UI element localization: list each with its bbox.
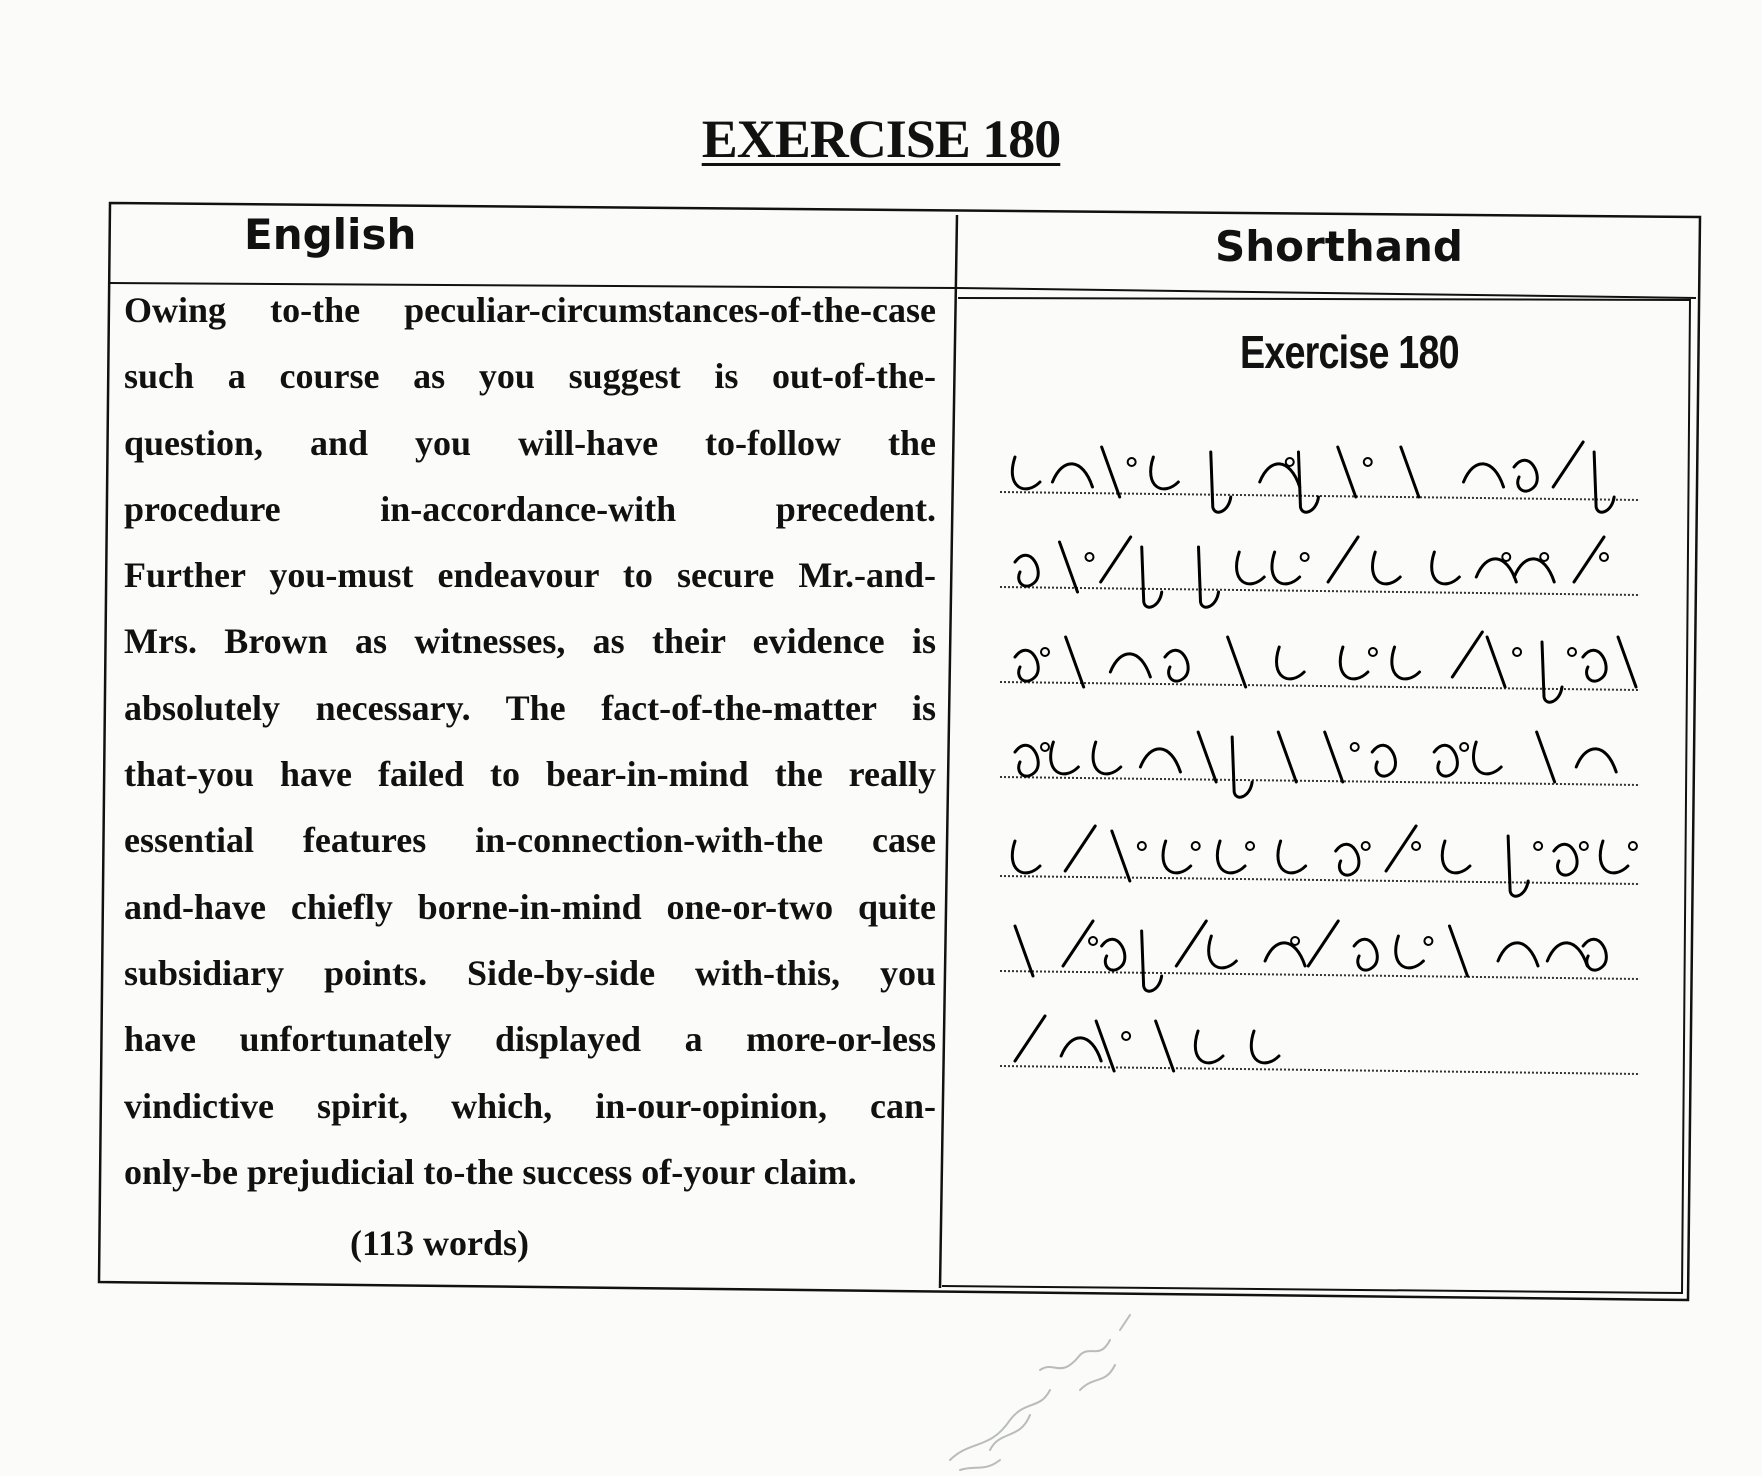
shorthand-outlines bbox=[1015, 921, 1606, 991]
shorthand-outlines bbox=[1015, 537, 1608, 607]
english-line: Further you-must endeavour to secure Mr.-and- bbox=[124, 555, 936, 596]
shorthand-outlines bbox=[1015, 632, 1636, 702]
english-line: absolutely necessary. The fact-of-the-matter is bbox=[124, 687, 936, 728]
english-line: have unfortunately displayed a more-or-less bbox=[124, 1019, 936, 1060]
english-line: such a course as you suggest is out-of-the- bbox=[124, 356, 936, 397]
header-shorthand: Shorthand bbox=[1215, 222, 1464, 271]
english-line: procedure in-accordance-with precedent. bbox=[124, 488, 936, 529]
shorthand-rule-line bbox=[1000, 587, 1640, 595]
english-line: Owing to-the peculiar-circumstances-of-the-case bbox=[124, 290, 936, 330]
shorthand-outlines bbox=[1012, 826, 1637, 896]
header-english: English bbox=[244, 210, 417, 259]
english-line: essential features in-connection-with-the case bbox=[124, 820, 936, 861]
word-count: (113 words) bbox=[350, 1223, 529, 1263]
english-line: and-have chiefly borne-in-mind one-or-two quite bbox=[124, 886, 936, 927]
shorthand-rule-line bbox=[1000, 971, 1640, 979]
shorthand-rule-line bbox=[1000, 777, 1640, 785]
english-line: that-you have failed to bear-in-mind the really bbox=[124, 754, 936, 795]
handwritten-stamp bbox=[930, 1300, 1190, 1476]
shorthand-title: Exercise 180 bbox=[1240, 326, 1459, 378]
shorthand-outlines bbox=[1015, 1016, 1279, 1071]
shorthand-rule-line bbox=[1000, 876, 1640, 884]
shorthand-rule-line bbox=[1000, 1066, 1640, 1074]
english-line: subsidiary points. Side-by-side with-this, you bbox=[124, 952, 936, 993]
shorthand-rule-line bbox=[1000, 492, 1640, 500]
shorthand-outlines bbox=[1012, 442, 1614, 512]
english-line: question, and you will-have to-follow the bbox=[124, 422, 936, 463]
shorthand-outlines bbox=[1015, 732, 1616, 797]
english-line: vindictive spirit, which, in-our-opinion, can- bbox=[124, 1085, 936, 1126]
exercise-title: EXERCISE 180 bbox=[701, 109, 1061, 169]
english-line: only-be prejudicial to-the success of-your claim. bbox=[124, 1151, 857, 1192]
english-line: Mrs. Brown as witnesses, as their evidence is bbox=[124, 621, 936, 662]
